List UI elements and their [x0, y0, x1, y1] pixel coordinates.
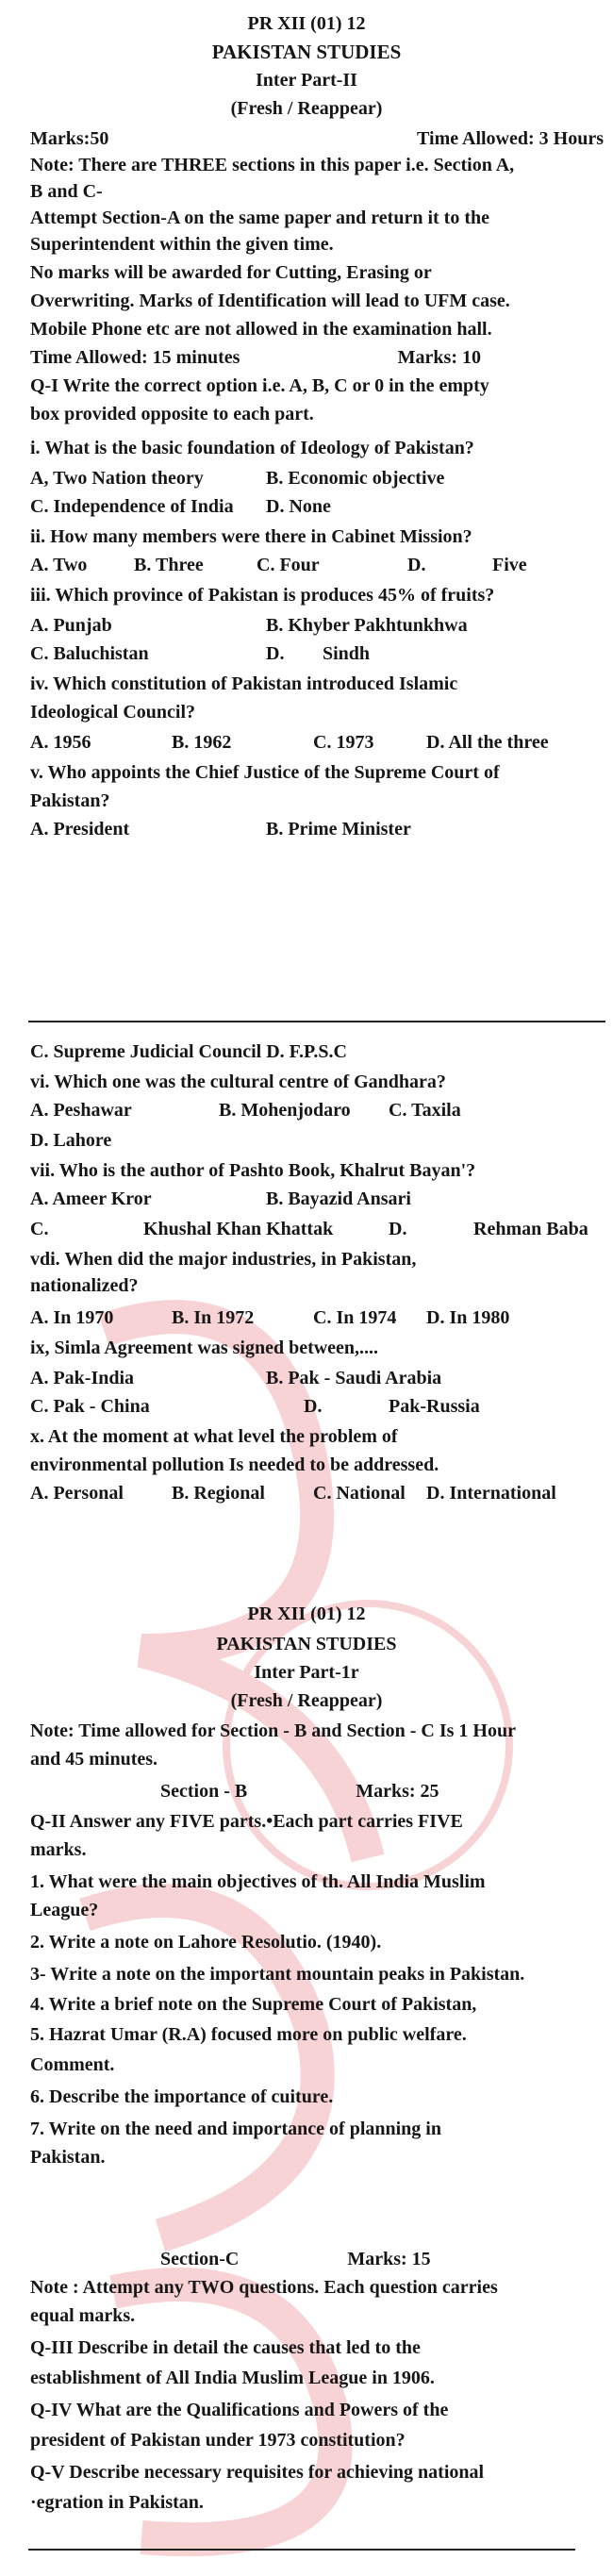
- total-marks: Marks:50: [30, 128, 109, 149]
- mcq-option: B. Bayazid Ansari: [266, 1188, 411, 1209]
- section-c-line: Q-III Describe in detail the causes that led to the: [30, 2337, 421, 2358]
- total-time: Time Allowed: 3 Hours: [417, 128, 604, 149]
- section-c-line: Q-V Describe necessary requisites for achieving national: [30, 2462, 485, 2483]
- mcq-option: D.: [407, 555, 426, 575]
- note-line: Overwriting. Marks of Identification will lead to UFM case.: [30, 291, 510, 311]
- section-c-line: president of Pakistan under 1973 constitution?: [30, 2430, 406, 2451]
- mcq-option: D. None: [266, 496, 331, 517]
- section-b-line: Comment.: [30, 2054, 115, 2075]
- mcq-option: D. All the three: [426, 732, 549, 753]
- mcq-option: B. Khyber Pakhtunkhwa: [266, 615, 468, 636]
- paper-session: (Fresh / Reappear): [230, 98, 383, 119]
- mcq-line: ii. How many members were there in Cabinet Mission?: [30, 526, 472, 547]
- mcq-option: C. Pak - China: [30, 1396, 150, 1417]
- section-b-title: Section - B: [160, 1781, 248, 1802]
- mcq-option: C. Taxila: [389, 1100, 461, 1121]
- mcq-option: B. Prime Minister: [266, 819, 411, 839]
- section-a-header: [30, 345, 604, 370]
- mcq-option: Pak-Russia: [389, 1396, 480, 1417]
- mcq-line: nationalized?: [30, 1275, 139, 1296]
- section-b-line: Q-II Answer any FIVE parts.•Each part carries FIVE: [30, 1811, 463, 1832]
- mcq-line: environmental pollution Is needed to be addressed.: [30, 1454, 439, 1475]
- mcq-option: Rehman Baba: [473, 1219, 588, 1239]
- mcq-option: B. Economic objective: [266, 468, 445, 489]
- section-b-line: 4. Write a brief note on the Supreme Court of Pakistan,: [30, 1994, 477, 2015]
- mcq-option: D. International: [426, 1483, 556, 1504]
- mcq-option: A. Peshawar: [30, 1100, 132, 1121]
- mcq-option: B. Regional: [172, 1483, 265, 1504]
- section-a-marks: Marks: 10: [397, 347, 481, 368]
- paper-code-2: PR XII (01) 12: [247, 1604, 366, 1624]
- mcq-line: iii. Which province of Pakistan is produces 45% of fruits?: [30, 585, 495, 606]
- mcq-option: D.: [266, 643, 285, 664]
- mcq-option: C. Baluchistan: [30, 643, 149, 664]
- note-line: Superintendent within the given time.: [30, 234, 334, 255]
- note-line: Note: There are THREE sections in this paper i.e. Section A,: [30, 155, 515, 175]
- mcq-option: D. In 1980: [426, 1307, 510, 1328]
- mcq-line: ix, Simla Agreement was signed between,....: [30, 1338, 379, 1358]
- section-c-line: equal marks.: [30, 2305, 136, 2326]
- question-1-line: box provided opposite to each part.: [30, 404, 314, 424]
- mcq-option: A. Pak-India: [30, 1368, 135, 1388]
- mcq-option: A. Ameer Kror: [30, 1188, 152, 1209]
- section-b-line: 7. Write on the need and importance of planning in: [30, 2119, 441, 2139]
- mcq-option: C. National: [313, 1483, 406, 1504]
- mcq-option: B. Three: [134, 555, 204, 575]
- paper-subject: PAKISTAN STUDIES: [211, 41, 402, 63]
- paper-code: PR XII (01) 12: [247, 13, 366, 34]
- mcq-option: C. In 1974: [313, 1307, 397, 1328]
- mcq-option: B. In 1972: [172, 1307, 255, 1328]
- mcq-option: B. Pak - Saudi Arabia: [266, 1368, 442, 1388]
- note-2-line: and 45 minutes.: [30, 1749, 158, 1770]
- mcq-line: C. Supreme Judicial Council D. F.P.S.C: [30, 1041, 347, 1062]
- paper-subject-2: PAKISTAN STUDIES: [216, 1634, 397, 1654]
- section-c-marks: Marks: 15: [347, 2249, 431, 2269]
- section-c-header: [160, 2247, 604, 2271]
- marks-time-row: [30, 126, 604, 151]
- section-b-line: marks.: [30, 1839, 87, 1860]
- section-c-line: establishment of All India Muslim League in 1906.: [30, 2368, 435, 2388]
- note-line: Attempt Section-A on the same paper and return it to the: [30, 208, 490, 228]
- mcq-line: i. What is the basic foundation of Ideology of Pakistan?: [30, 438, 474, 458]
- mcq-option: A. Two: [30, 555, 88, 575]
- mcq-option: A. President: [30, 819, 130, 839]
- mcq-line: x. At the moment at what level the problem of: [30, 1426, 398, 1447]
- mcq-option: A. In 1970: [30, 1307, 114, 1328]
- mcq-option: D.: [389, 1219, 407, 1239]
- mcq-option: C. 1973: [313, 732, 374, 753]
- mcq-option: Sindh: [323, 643, 371, 664]
- mcq-option: Khushal Khan Khattak: [143, 1219, 334, 1239]
- mcq-option: A, Two Nation theory: [30, 468, 204, 489]
- section-c-line: Q-IV What are the Qualifications and Powers of the: [30, 2400, 449, 2420]
- section-b-line: 5. Hazrat Umar (R.A) focused more on public welfare.: [30, 2024, 467, 2045]
- section-a-time: Time Allowed: 15 minutes: [30, 347, 240, 368]
- mcq-option: B. Mohenjodaro: [219, 1100, 351, 1121]
- paper-part: Inter Part-II: [256, 70, 357, 91]
- mcq-line: vdi. When did the major industries, in Pakistan,: [30, 1249, 417, 1270]
- mcq-option: C.: [30, 1219, 49, 1239]
- mcq-option: B. 1962: [172, 732, 232, 753]
- section-b-line: League?: [30, 1900, 99, 1920]
- section-b-header: [160, 1779, 604, 1803]
- question-1-line: Q-I Write the correct option i.e. A, B, C or 0 in the empty: [30, 375, 489, 396]
- mcq-option: C. Four: [257, 555, 320, 575]
- mcq-option: D.: [304, 1396, 323, 1417]
- divider: [28, 1021, 605, 1022]
- note-line: No marks will be awarded for Cutting, Erasing or: [30, 262, 432, 283]
- mcq-line: Ideological Council?: [30, 702, 196, 723]
- mcq-line: iv. Which constitution of Pakistan introduced Islamic: [30, 673, 458, 694]
- note-line: Mobile Phone etc are not allowed in the examination hall.: [30, 319, 492, 340]
- section-b-line: Pakistan.: [30, 2147, 106, 2168]
- section-b-line: 6. Describe the importance of cuiture.: [30, 2086, 334, 2107]
- section-b-line: 3- Write a note on the important mountain peaks in Pakistan.: [30, 1964, 525, 1985]
- paper-part-2: Inter Part-1r: [254, 1662, 359, 1683]
- mcq-option: A. 1956: [30, 732, 91, 753]
- note-line: B and C-: [30, 181, 103, 202]
- section-b-line: 1. What were the main objectives of th. All India Muslim: [30, 1871, 486, 1892]
- section-b-line: 2. Write a note on Lahore Resolutio. (1940).: [30, 1932, 382, 1953]
- mcq-option: C. Independence of India: [30, 496, 234, 517]
- mcq-option: Five: [492, 555, 527, 575]
- mcq-line: v. Who appoints the Chief Justice of the Supreme Court of: [30, 762, 500, 783]
- section-c-title: Section-C: [160, 2249, 240, 2269]
- section-c-line: Note : Attempt any TWO questions. Each question carries: [30, 2277, 498, 2298]
- mcq-option: A. Personal: [30, 1483, 124, 1504]
- mcq-line: D. Lahore: [30, 1130, 112, 1151]
- divider: [28, 2549, 575, 2551]
- mcq-line: Pakistan?: [30, 790, 110, 811]
- mcq-line: vi. Which one was the cultural centre of Gandhara?: [30, 1072, 446, 1092]
- section-b-marks: Marks: 25: [356, 1781, 439, 1802]
- mcq-option: A. Punjab: [30, 615, 112, 636]
- mcq-line: vii. Who is the author of Pashto Book, Khalrut Bayan'?: [30, 1160, 476, 1181]
- paper-session-2: (Fresh / Reappear): [230, 1690, 383, 1711]
- section-c-line: ·egration in Pakistan.: [30, 2492, 204, 2513]
- note-2-line: Note: Time allowed for Section - B and Section - C Is 1 Hour: [30, 1720, 516, 1741]
